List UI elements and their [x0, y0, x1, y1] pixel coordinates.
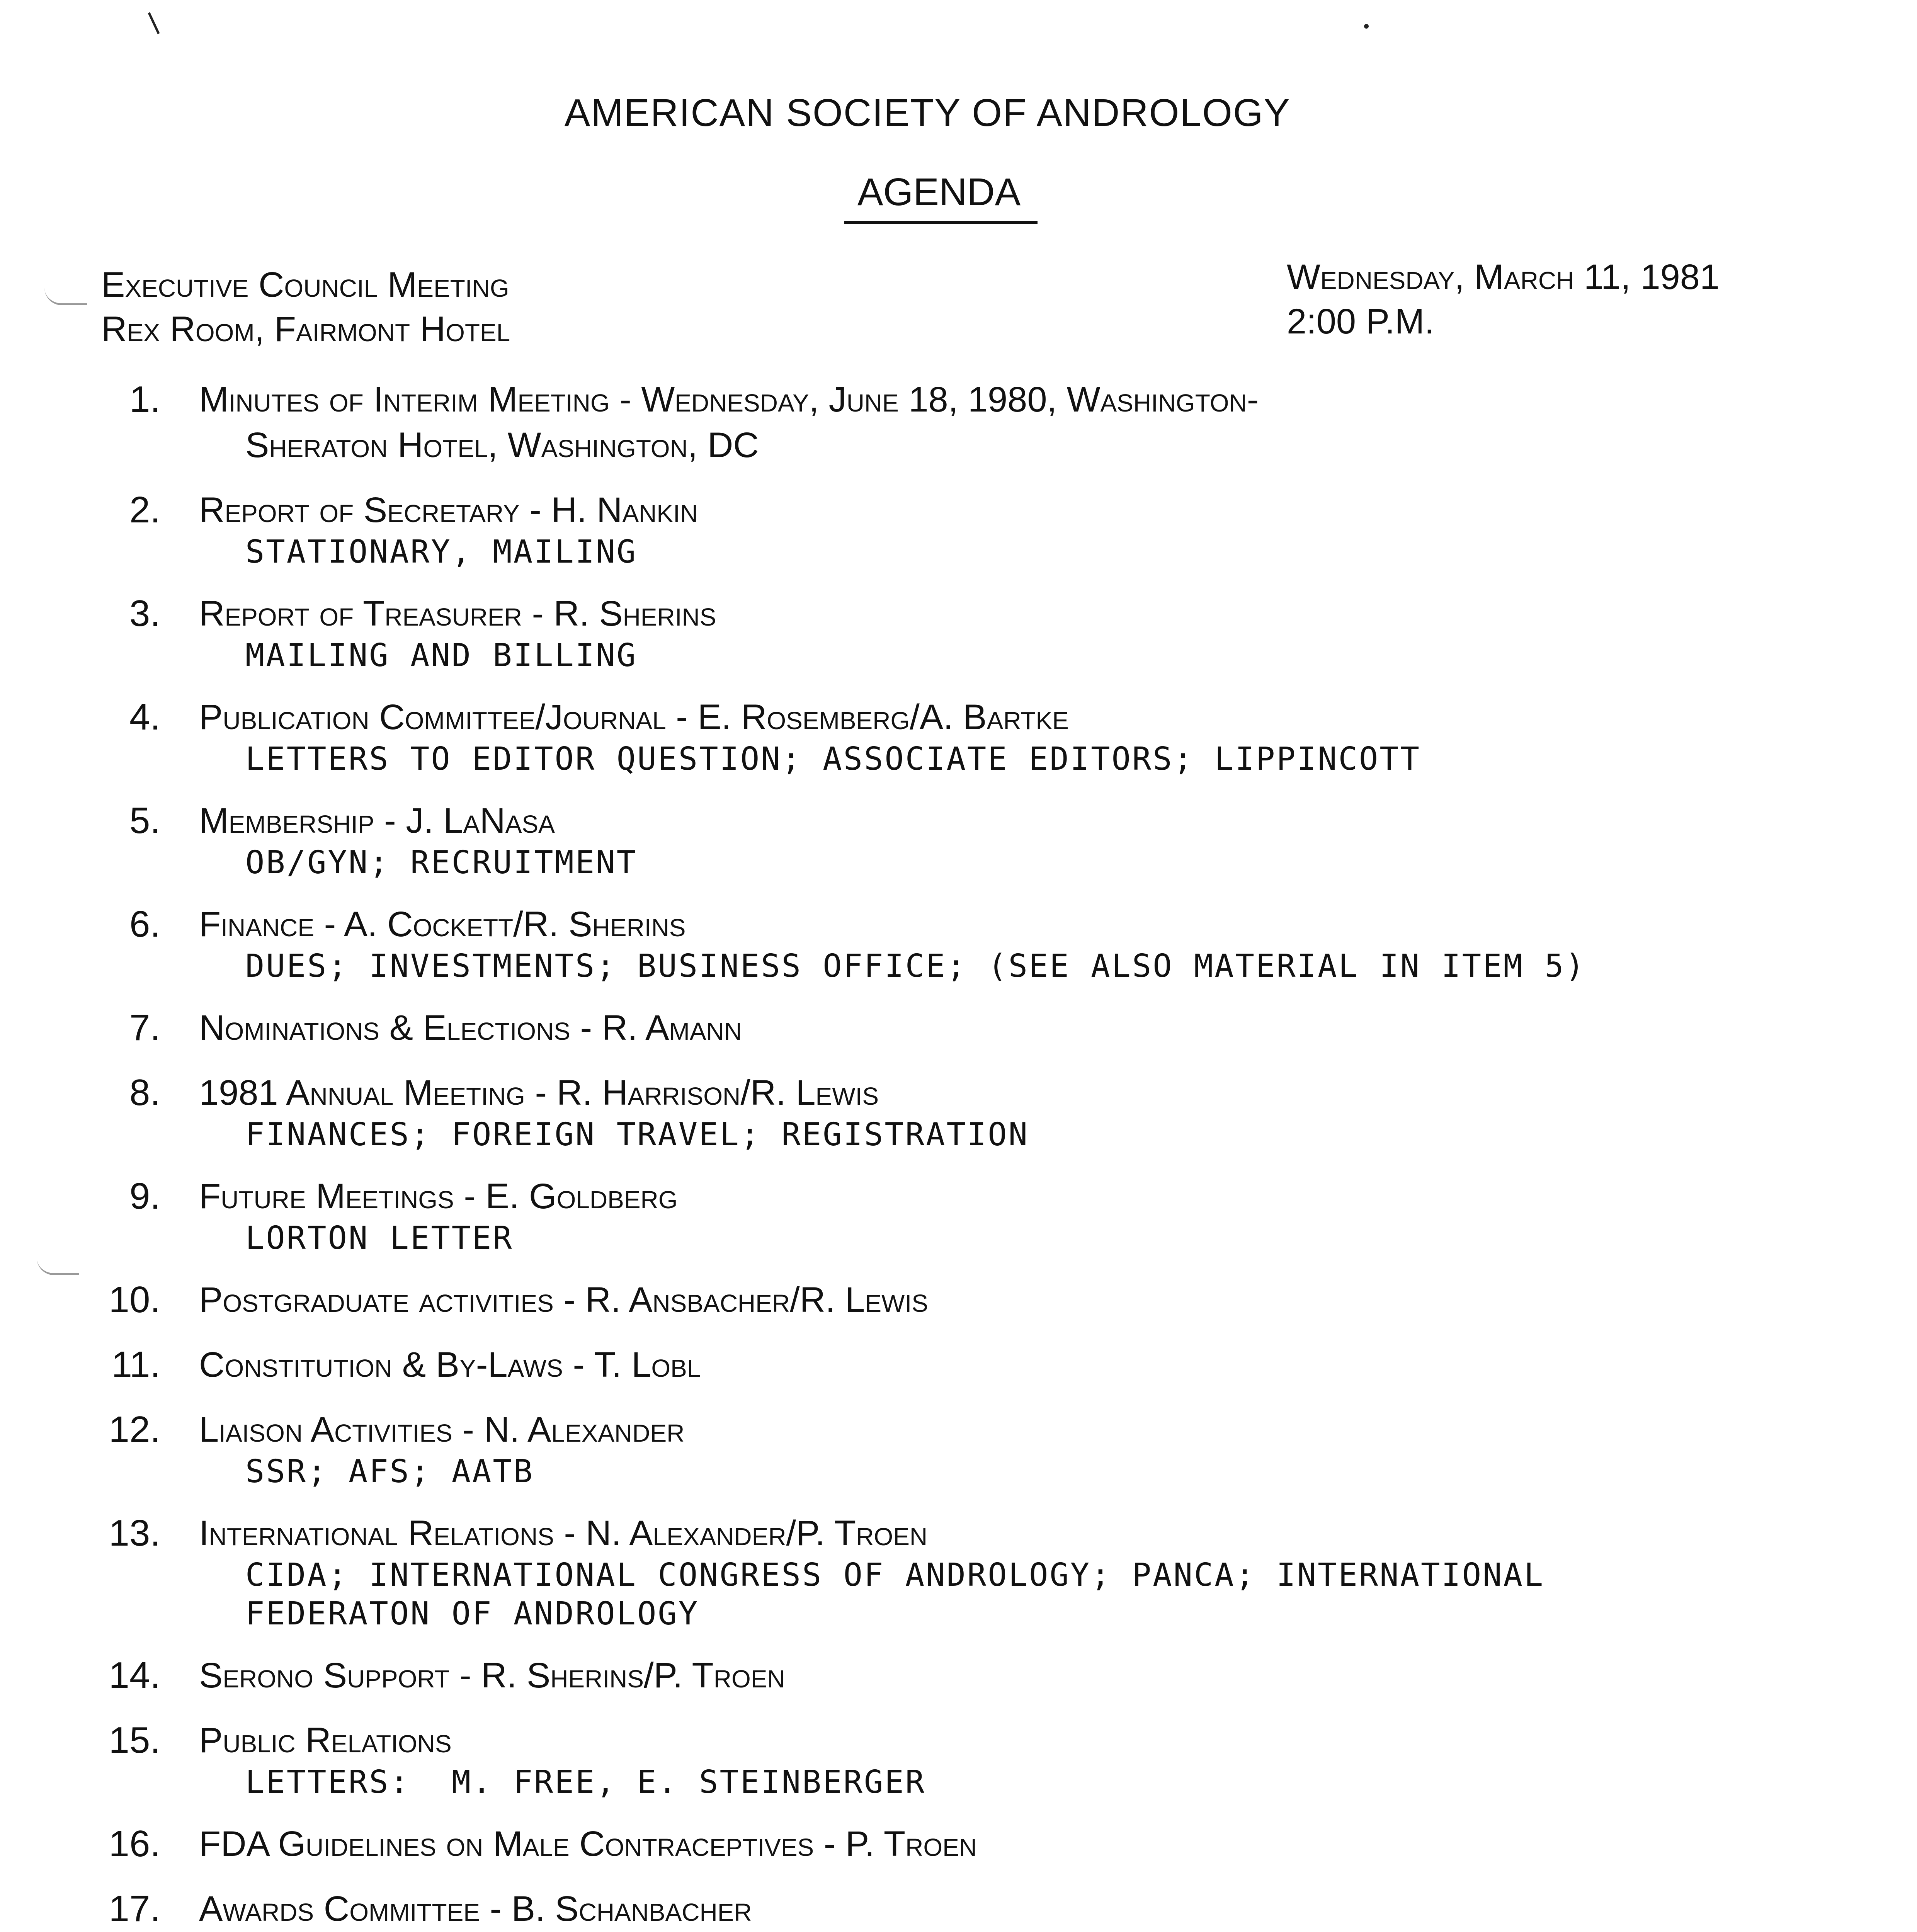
item-number: 9.	[129, 1175, 160, 1217]
item-title: Minutes of Interim Meeting - Wednesday, June 18, 1980, Washington-	[199, 380, 1259, 419]
item-number: 3.	[129, 593, 160, 634]
item-number: 12.	[109, 1409, 160, 1450]
item-number: 10.	[109, 1279, 160, 1320]
item-title: International Relations - N. Alexander/P. Troen	[199, 1514, 928, 1553]
meeting-info	[101, 263, 990, 352]
item-title: FDA Guidelines on Male Contraceptives - P. Troen	[199, 1824, 977, 1864]
item-detail: CIDA; INTERNATIONAL CONGRESS OF ANDROLOGY; PANCA; INTERNATIONAL	[245, 1557, 1545, 1594]
agenda-item-2	[83, 487, 1868, 571]
item-number: 16.	[109, 1823, 160, 1864]
meeting-time: 2:00 P.M.	[1287, 302, 1434, 341]
item-detail: FINANCES; FOREIGN TRAVEL; REGISTRATION	[245, 1116, 1029, 1153]
agenda-heading: AGENDA	[857, 170, 1021, 214]
margin-curl	[37, 1258, 79, 1275]
agenda-item-7	[83, 1005, 1868, 1051]
item-title: Constitution & By-Laws - T. Lobl	[199, 1345, 701, 1384]
item-number: 4.	[129, 696, 160, 738]
item-number: 8.	[129, 1072, 160, 1113]
item-detail: LORTON LETTER	[245, 1220, 514, 1257]
item-title: Awards Committee - B. Schanbacher	[199, 1889, 752, 1929]
item-number: 13.	[109, 1512, 160, 1554]
organization-title: AMERICAN SOCIETY OF ANDROLOGY	[564, 91, 1291, 134]
item-detail: SSR; AFS; AATB	[245, 1453, 534, 1490]
agenda-item-14	[83, 1653, 1868, 1698]
meeting-location: Rex Room, Fairmont Hotel	[101, 310, 510, 349]
item-title: Liaison Activities - N. Alexander	[199, 1410, 685, 1449]
scan-dot	[1364, 24, 1369, 29]
item-number: 17.	[109, 1888, 160, 1929]
item-number: 1.	[129, 379, 160, 420]
item-detail: DUES; INVESTMENTS; BUSINESS OFFICE; (SEE ALSO MATERIAL IN ITEM 5)	[245, 948, 1586, 985]
item-number: 2.	[129, 489, 160, 531]
agenda-item-12	[83, 1407, 1868, 1491]
item-title: Finance - A. Cockett/R. Sherins	[199, 905, 686, 944]
item-title: Membership - J. LaNasa	[199, 801, 555, 840]
item-detail: OB/GYN; RECRUITMENT	[245, 844, 637, 881]
item-detail: MAILING AND BILLING	[245, 637, 637, 674]
item-detail-continued: FEDERATON OF ANDROLOGY	[245, 1595, 699, 1632]
item-number: 11.	[111, 1344, 160, 1385]
scan-mark	[148, 12, 160, 34]
agenda-item-16	[83, 1821, 1868, 1867]
agenda-item-11	[83, 1342, 1868, 1388]
item-number: 7.	[129, 1007, 160, 1048]
item-detail: STATIONARY, MAILING	[245, 534, 637, 570]
item-title: Nominations & Elections - R. Amann	[199, 1008, 742, 1048]
agenda-item-8	[83, 1070, 1868, 1154]
item-number: 15.	[109, 1719, 160, 1761]
item-title: Serono Support - R. Sherins/P. Troen	[199, 1656, 785, 1695]
item-title: Postgraduate activities - R. Ansbacher/R. Lewis	[199, 1280, 928, 1320]
agenda-item-17	[83, 1886, 1868, 1932]
agenda-underline	[844, 221, 1038, 224]
item-title: Report of Treasurer - R. Sherins	[199, 594, 716, 633]
item-title: Publication Committee/Journal - E. Rosemberg/A. Bartke	[199, 697, 1069, 737]
item-title: 1981 Annual Meeting - R. Harrison/R. Lewis	[199, 1073, 879, 1112]
meeting-date: Wednesday, March 11, 1981	[1287, 257, 1720, 297]
agenda-item-3	[83, 591, 1868, 675]
item-number: 14.	[109, 1655, 160, 1696]
item-title: Report of Secretary - H. Nankin	[199, 490, 698, 530]
agenda-list	[83, 377, 1868, 1932]
item-title: Future Meetings - E. Goldberg	[199, 1177, 678, 1216]
agenda-item-13	[83, 1510, 1868, 1633]
item-title: Public Relations	[199, 1721, 452, 1760]
item-number: 5.	[129, 800, 160, 841]
item-detail: LETTERS: M. FREE, E. STEINBERGER	[245, 1764, 926, 1801]
agenda-item-6	[83, 901, 1868, 986]
agenda-item-9	[83, 1173, 1868, 1258]
agenda-item-5	[83, 798, 1868, 882]
item-number: 6.	[129, 903, 160, 945]
meeting-schedule	[1287, 255, 1866, 344]
margin-curl	[44, 288, 87, 305]
agenda-item-4	[83, 694, 1868, 779]
agenda-item-1	[83, 377, 1868, 468]
agenda-item-15	[83, 1718, 1868, 1802]
meeting-name: Executive Council Meeting	[101, 265, 509, 304]
item-detail: LETTERS TO EDITOR QUESTION; ASSOCIATE EDITORS; LIPPINCOTT	[245, 741, 1421, 777]
agenda-item-10	[83, 1277, 1868, 1323]
item-detail: Sheraton Hotel, Washington, DC	[245, 425, 759, 465]
